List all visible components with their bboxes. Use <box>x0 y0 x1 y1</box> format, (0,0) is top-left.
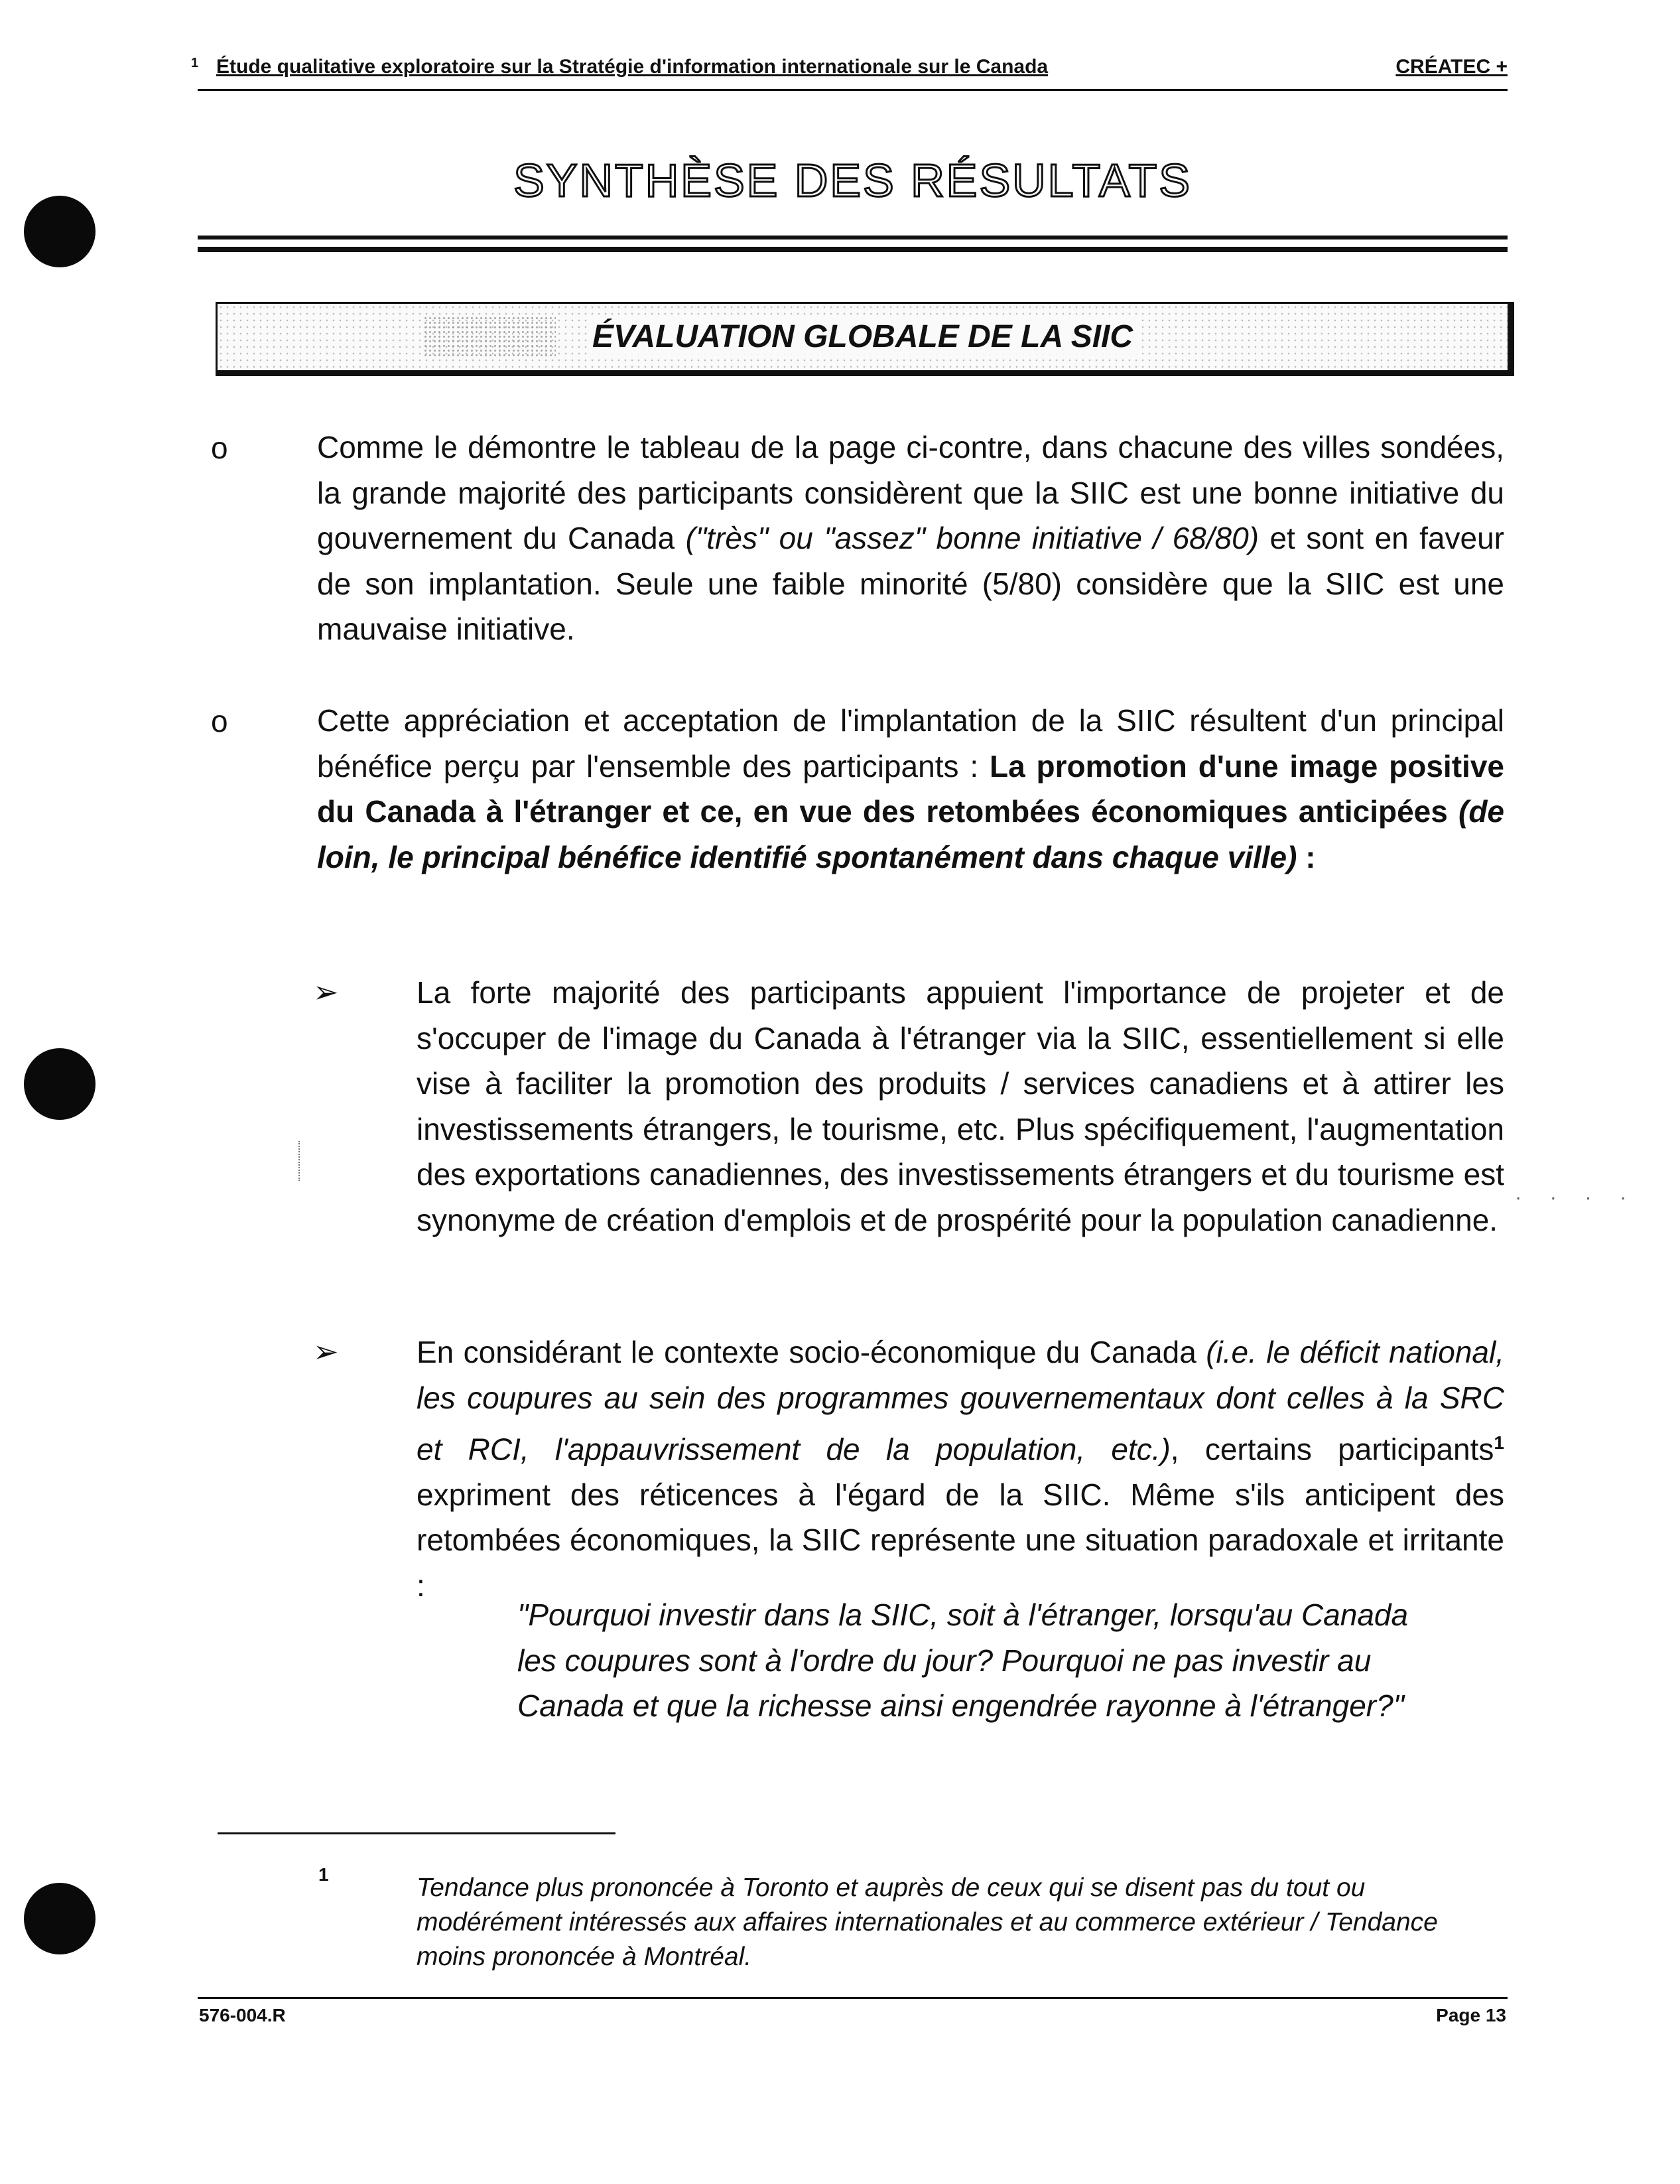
paragraph-2-text: Cette appréciation et acceptation de l'implantation de la SIIC résultent d'un principal bénéfice perçu par l'ensemble des participants : <box>317 703 1504 784</box>
paragraph-1-text-end: et sont en faveur de son implantation. Seule une faible minorité (5/80) considère que la SIIC est une mauvaise initiative. <box>317 521 1504 646</box>
subitem-2 <box>417 1330 1504 1608</box>
title-rule-thick <box>198 247 1508 252</box>
scan-specks: . . . . <box>1516 1182 1638 1204</box>
footer-rule <box>198 1997 1508 1999</box>
paragraph-1-text: Comme le démontre le tableau de la page ci-contre, dans chacune des villes sondées, la grande majorité des participants considèrent que la SIIC est une bonne initiative du gouvernement du Canada <box>317 430 1504 555</box>
page-number: Page 13 <box>1436 2005 1506 2025</box>
section-heading-box <box>216 302 1514 376</box>
arrow-bullet-2: ➢ <box>313 1334 339 1369</box>
title-rule-thin <box>198 236 1508 239</box>
subitem-2-text-end: expriment des réticences à l'égard de la SIIC. Même s'ils anticipent des retombées économiques, la SIIC représente une situation paradoxale et irritante : <box>417 1477 1504 1603</box>
bullet-marker-1: o <box>211 431 228 465</box>
subitem-2-italic: (i.e. le déficit national, les coupures au sein des programmes gouvernementaux dont celles à la SRC et RCI, l'appauvrissement de la population, etc.) <box>417 1335 1504 1467</box>
header-org: CRÉATEC + <box>1395 56 1508 78</box>
subitem-2-text: En considérant le contexte socio-économique du Canada <box>417 1335 1206 1369</box>
page-title: SYNTHÈSE DES RÉSULTATS <box>513 155 1192 206</box>
punch-hole-bottom <box>24 1883 96 1954</box>
subitem-2-text-mid: , certains participants <box>1170 1432 1494 1467</box>
paragraph-1-italic: ("très" ou "assez" bonne initiative / 68/80) <box>685 521 1260 555</box>
subitem-1: La forte majorité des participants appuient l'importance de projeter et de s'occuper de l'image du Canada à l'étranger via la SIIC, essentiellement si elle vise à faciliter la promotion des produits / services canadiens et à attirer les investissements étrangers, le tourisme, etc. Plus spécifiquement, l'augmentation des exportations canadiennes, des investissements étrangers et du tourisme est synonyme de création d'emplois et de prospérité pour la population canadienne. <box>417 975 1504 1237</box>
section-heading: ÉVALUATION GLOBALE DE LA SIIC <box>587 319 1138 354</box>
footnote-text: Tendance plus prononcée à Toronto et auprès de ceux qui se disent pas du tout ou modérément intéressés aux affaires internationales et au commerce extérieur / Tendance moins prononcée à Montréal. <box>417 1874 1438 1971</box>
footnote-reference: 1 <box>1494 1432 1504 1453</box>
paragraph-2-bold: La promotion d'une image positive du Canada à l'étranger et ce, en vue des retombées économiques anticipées <box>317 748 1504 829</box>
running-header <box>191 53 1508 91</box>
scan-mark <box>298 1141 301 1181</box>
header-title: Étude qualitative exploratoire sur la Stratégie d'information internationale sur le Canada <box>216 56 1049 78</box>
paragraph-2 <box>317 698 1504 880</box>
footnote-number: 1 <box>318 1864 329 1885</box>
document-code: 576-004.R <box>199 2005 286 2025</box>
punch-hole-top <box>24 196 96 267</box>
paragraph-2-bold-italic: (de loin, le principal bénéfice identifié spontanément dans chaque ville) <box>317 794 1504 874</box>
bullet-marker-2: o <box>211 704 228 738</box>
punch-hole-middle <box>24 1048 96 1120</box>
arrow-bullet-1: ➢ <box>313 975 339 1009</box>
header-footnote-mark: 1 <box>191 56 199 70</box>
footnote-separator <box>218 1832 615 1834</box>
block-quote: "Pourquoi investir dans la SIIC, soit à l'étranger, lorsqu'au Canada les coupures sont à l'ordre du jour? Pourquoi ne pas investir au Canada et que la richesse ainsi engendrée rayonne à l'étranger?" <box>517 1598 1409 1723</box>
paragraph-2-colon: : <box>1297 839 1316 874</box>
paragraph-1 <box>317 425 1504 652</box>
